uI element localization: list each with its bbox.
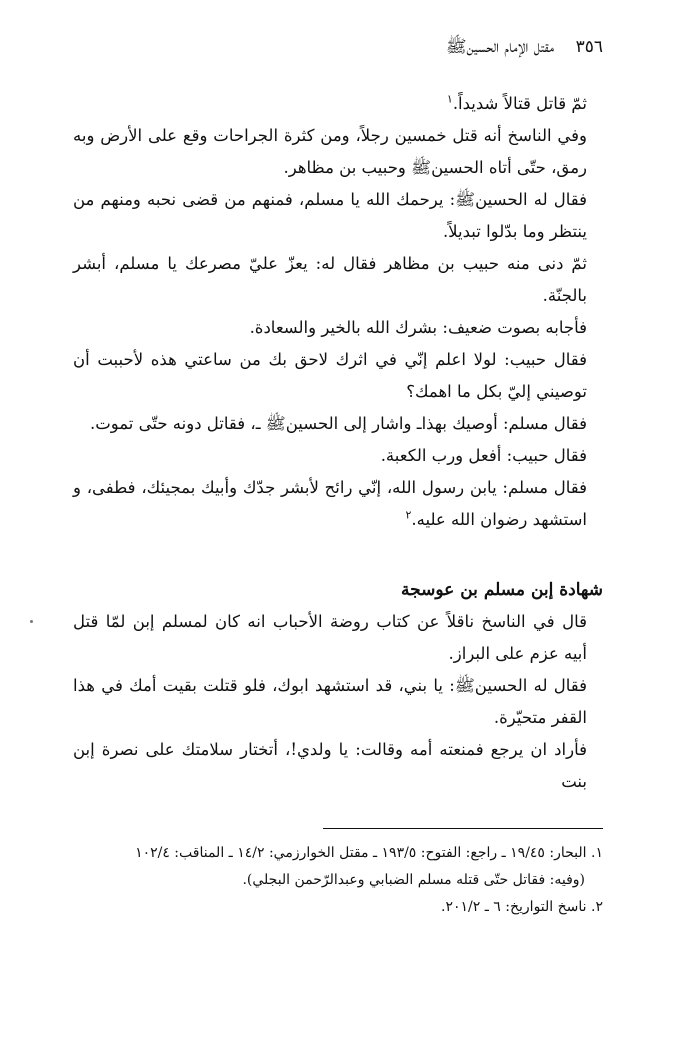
paragraph: فقال حبيب: لولا اعلم إنّي في اثرك لاحق بك من ساعتي هذه لأحببت أن توصيني إليّ بكل ما اهمك؟ [73,350,587,401]
page-header [78,30,603,64]
footnotes [73,840,603,921]
paragraph: فقال مسلم: أوصيك بهذاـ واشار إلى الحسين‌ﷺ ـ، فقاتل دونه حتّى تموت. [89,414,587,433]
margin-mark [30,620,33,623]
paragraph: وفي الناسخ أنه قتل خمسين رجلاً، ومن كثرة الجراحات وقع على الأرض وبه رمق، حتّى أتاه الحسين‌ﷺ وحبيب بن مظاهر. [73,126,587,177]
paragraph: فقال له الحسين‌ﷺ: يرحمك الله يا مسلم، فمنهم من قضى نحبه ومنهم من ينتظر وما بدّلوا تبديلاً. [73,190,587,241]
footnote-1: ١. البحار: ١٩/٤٥ ـ راجع: الفتوح: ١٩٣/٥ ـ مقتل الخوارزمي: ١٤/٢ ـ المناقب: ١٠٢/٤ [135,845,603,861]
footnote-1-continued: (وفيه: فقاتل حتّى قتله مسلم الضبابي وعبدالرّحمن البجلي). [242,872,585,888]
running-title: مقتل الإمام الحسين‌ﷺ [446,37,554,57]
paragraph: فأجابه بصوت ضعيف: بشرك الله بالخير والسعادة. [249,318,587,337]
paragraph: فقال حبيب: أفعل ورب الكعبة. [380,446,587,465]
paragraph: فأراد ان يرجع فمنعته أمه وقالت: يا ولدي!، أتختار سلامتك على نصرة إبن بنت [73,740,587,791]
paragraph: فقال مسلم: يابن رسول الله، إنّي رائح لأبشر جدّك وأبيك بمجيئك، فطفى، و استشهد رضوان الله عليه.$^٢$ [73,478,587,529]
paragraph: ثمّ دنى منه حبيب بن مظاهر فقال له: يعزّ عليّ مصرعك يا مسلم، أبشر بالجنّة. [73,254,587,305]
main-text [73,88,603,798]
paragraph: فقال له الحسين‌ﷺ: يا بني، قد استشهد ابوك، فلو قتلت بقيت أمك في هذا القفر متحيّرة. [73,676,587,727]
section-heading: شهادة إبن مسلم بن عوسجة [401,580,603,600]
page-number: ٣٥٦ [575,37,603,57]
footnote-divider [323,828,603,829]
paragraph: قال في الناسخ ناقلاً عن كتاب روضة الأحباب انه كان لمسلم إبن لمّا قتل أبيه عزم على البراز. [73,612,587,663]
footnote-2: ٢. ناسخ التواريخ: ٦ ـ ٢٠١/٢. [441,899,603,915]
paragraph: ثمّ قاتل قتالاً شديداً.$^١$ [446,92,587,113]
footnote-ref: ٢ [405,508,412,522]
footnote-ref: ١ [446,92,453,106]
